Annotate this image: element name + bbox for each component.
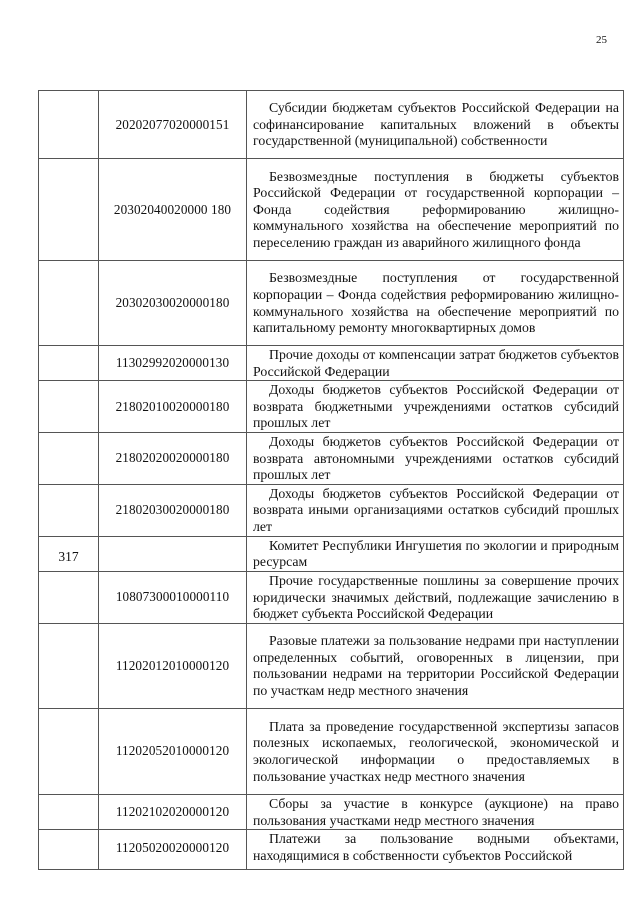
admin-code-cell [39,571,99,623]
table-row [39,571,624,623]
admin-code-cell [39,830,99,870]
revenue-name-cell: Сборы за участие в конкурсе (аукционе) на право пользования участками недр местного значения [247,794,624,829]
admin-code-cell [39,381,99,433]
revenue-name-cell: Разовые платежи за пользование недрами при наступлении определенных событий, оговоренных в лицензии, при пользовании недрами на территории Российской Федерации по участкам недр местного значения [247,623,624,708]
revenue-name-cell: Доходы бюджетов субъектов Российской Федерации от возврата иными организациями остатков субсидий прошлых лет [247,484,624,536]
admin-code-cell [39,432,99,484]
budget-code-cell: 11202012010000120 [99,623,247,708]
admin-code-cell [39,794,99,829]
page-number: 25 [596,34,607,46]
table-row [39,261,624,346]
revenue-name-cell: Доходы бюджетов субъектов Российской Федерации от возврата бюджетными учреждениями остатков субсидий прошлых лет [247,381,624,433]
budget-code-cell: 21802030020000180 [99,484,247,536]
revenue-codes-table [38,90,624,870]
table-row [39,794,624,829]
table-row [39,91,624,159]
budget-code-cell: 20302030020000180 [99,261,247,346]
revenue-name-cell: Безвозмездные поступления в бюджеты субъектов Российской Федерации от государственной корпорации –Фонда содействия реформированию жилищно-коммунального хозяйства на обеспечение мероприятий по переселению граждан из аварийного жилищного фонда [247,159,624,261]
budget-code-cell [99,536,247,571]
budget-code-cell: 11205020020000120 [99,830,247,870]
budget-code-cell: 11202052010000120 [99,708,247,794]
admin-code-cell [39,91,99,159]
budget-code-cell: 11202102020000120 [99,794,247,829]
table-row-section-header [39,536,624,571]
table-row [39,432,624,484]
budget-code-cell: 11302992020000130 [99,346,247,381]
admin-code-cell [39,261,99,346]
table-row [39,708,624,794]
admin-code-cell [39,346,99,381]
admin-code-cell [39,159,99,261]
revenue-name-cell: Прочие доходы от компенсации затрат бюджетов субъектов Российской Федерации [247,346,624,381]
table-row [39,484,624,536]
budget-code-cell: 20302040020000 180 [99,159,247,261]
budget-code-cell: 20202077020000151 [99,91,247,159]
revenue-name-cell: Комитет Республики Ингушетия по экологии и природным ресурсам [247,536,624,571]
admin-code-cell [39,623,99,708]
revenue-name-cell: Плата за проведение государственной экспертизы запасов полезных ископаемых, геологической, экономической и экологической информации о предоставляемых в пользование участках недр местного значения [247,708,624,794]
budget-code-cell: 10807300010000110 [99,571,247,623]
table-row [39,623,624,708]
budget-code-cell: 21802020020000180 [99,432,247,484]
table-row [39,830,624,870]
revenue-name-cell: Субсидии бюджетам субъектов Российской Федерации на софинансирование капитальных вложений в объекты государственной (муниципальной) собственности [247,91,624,159]
admin-code-cell [39,708,99,794]
revenue-name-cell: Прочие государственные пошлины за совершение прочих юридически значимых действий, подлежащие зачислению в бюджет субъекта Российской Федерации [247,571,624,623]
table-row [39,159,624,261]
revenue-name-cell: Платежи за пользование водными объектами, находящимися в собственности субъектов Российской [247,830,624,870]
table-row [39,346,624,381]
revenue-name-cell: Безвозмездные поступления от государственной корпорации – Фонда содействия реформированию жилищно-коммунального хозяйства на обеспечение мероприятий по капитальному ремонту многоквартирных домов [247,261,624,346]
admin-code-cell: 317 [39,536,99,571]
admin-code-cell [39,484,99,536]
table-row [39,381,624,433]
revenue-name-cell: Доходы бюджетов субъектов Российской Федерации от возврата автономными учреждениями остатков субсидий прошлых лет [247,432,624,484]
budget-code-cell: 21802010020000180 [99,381,247,433]
